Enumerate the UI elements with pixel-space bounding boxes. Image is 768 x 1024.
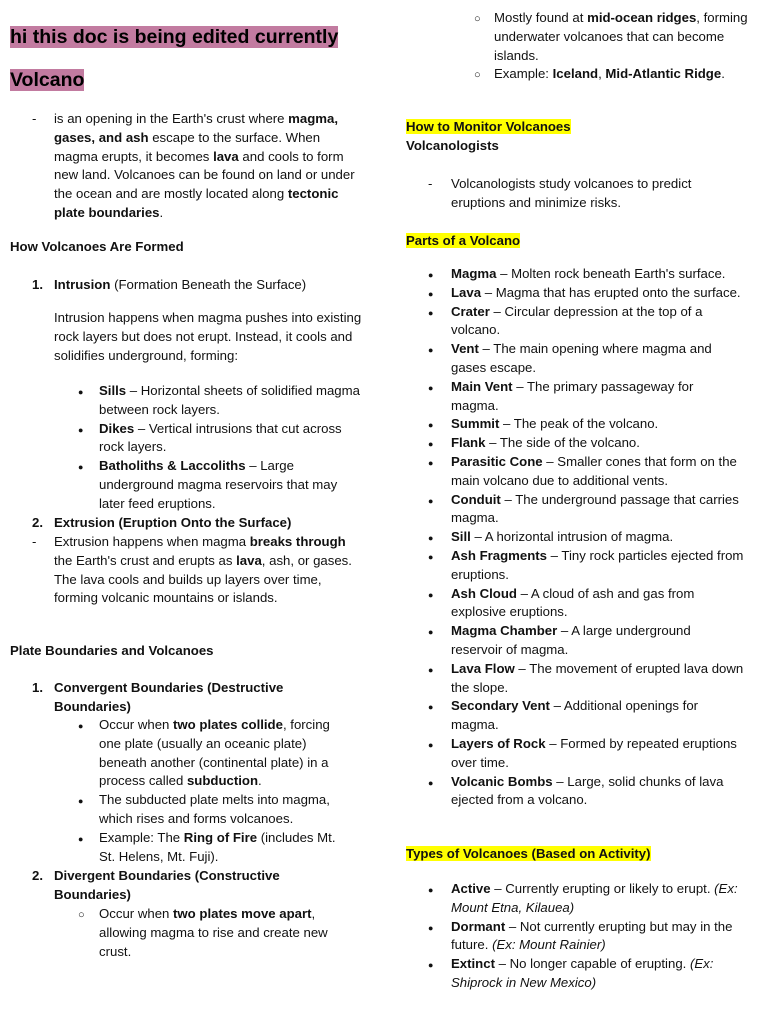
list-item: ● Crater – Circular depression at the top of a volcano. [428, 303, 763, 341]
doc-title: Volcano [10, 69, 85, 91]
intrusion-paragraph: Intrusion happens when magma pushes into existing rock layers but does not erupt. Instead, it cools and solidifies underground, forming: [54, 310, 362, 363]
list-item: ● Sills – Horizontal sheets of solidified magma between rock layers. [78, 382, 360, 420]
list-item: ○ Occur when two plates move apart, allowing magma to rise and create new crust. [78, 905, 350, 961]
bullet-marker [78, 791, 83, 811]
list-item: ○ Mostly found at mid-ocean ridges, forming underwater volcanoes that can become islands. [474, 9, 764, 65]
monitor-item: - Volcanologists study volcanoes to predict eruptions and minimize risks. [428, 176, 692, 210]
bullet-marker [428, 955, 433, 975]
types-heading: Types of Volcanoes (Based on Activity) [406, 846, 651, 861]
bullet-marker [428, 622, 433, 642]
extrusion-item: 2. Extrusion (Eruption Onto the Surface) [32, 515, 292, 530]
extrusion-text-item: - Extrusion happens when magma breaks through the Earth's crust and erupts as lava, ash, or gases. The lava cools and builds up layers over time, forming volcanic mountains or islands. [32, 534, 352, 606]
divergent-item: 2. Divergent Boundaries (Constructive Boundaries) [32, 868, 280, 902]
bullet-marker [428, 660, 433, 680]
list-item: ● Layers of Rock – Formed by repeated eruptions over time. [428, 735, 763, 773]
bullet-marker [428, 547, 433, 567]
list-item: ● Summit – The peak of the volcano. [428, 415, 763, 434]
list-item: ● Volcanic Bombs – Large, solid chunks of lava ejected from a volcano. [428, 773, 763, 811]
bullet-marker [428, 378, 433, 398]
list-item: ● Batholiths & Laccoliths – Large underground magma reservoirs that may later feed eruptions. [78, 457, 360, 513]
divergent-list-b [474, 9, 764, 84]
intrusion-item: 1. Intrusion (Formation Beneath the Surface) [32, 277, 307, 292]
types-list [428, 880, 763, 993]
list-item: ● Lava Flow – The movement of erupted lava down the slope. [428, 660, 763, 698]
bullet-marker [428, 453, 433, 473]
list-item: ● The subducted plate melts into magma, which rises and forms volcanoes. [78, 791, 350, 829]
bullet-marker [428, 284, 433, 304]
list-item: ● Magma – Molten rock beneath Earth's surface. [428, 265, 763, 284]
convergent-list [78, 716, 350, 866]
divergent-list-a [78, 905, 350, 961]
list-item: ● Magma Chamber – A large underground reservoir of magma. [428, 622, 763, 660]
list-item: ● Occur when two plates collide, forcing one plate (usually an oceanic plate) beneath another (continental plate) in a process called subduction. [78, 716, 350, 791]
list-item: ● Dormant – Not currently erupting but may in the future. (Ex: Mount Rainier) [428, 918, 763, 956]
dash-marker: - [32, 111, 37, 126]
bullet-marker [78, 716, 83, 736]
list-item: ● Secondary Vent – Additional openings for magma. [428, 697, 763, 735]
list-item: ● Ash Cloud – A cloud of ash and gas from explosive eruptions. [428, 585, 763, 623]
intrusion-types-list [78, 382, 360, 514]
bullet-marker [428, 918, 433, 938]
dash-marker: - [32, 534, 37, 549]
dash-marker: - [428, 176, 433, 191]
list-item: ● Example: The Ring of Fire (includes Mt. St. Helens, Mt. Fuji). [78, 829, 350, 867]
plates-heading: Plate Boundaries and Volcanoes [10, 643, 214, 658]
bullet-marker [428, 585, 433, 605]
list-item: ● Main Vent – The primary passageway for magma. [428, 378, 763, 416]
monitor-heading: How to Monitor Volcanoes [406, 119, 571, 134]
list-item: ● Extinct – No longer capable of erupting. (Ex: Shiprock in New Mexico) [428, 955, 763, 993]
bullet-marker [428, 415, 433, 435]
list-item: ● Lava – Magma that has erupted onto the surface. [428, 284, 763, 303]
list-item: ● Ash Fragments – Tiny rock particles ejected from eruptions. [428, 547, 763, 585]
bullet-marker [428, 773, 433, 793]
intro-text: is an opening in the Earth's crust where magma, gases, and ash escape to the surface. When magma erupts, it becomes lava and cools to form new land. Volcanoes can be found on land or under the ocean and are mostly located along tectonic plate boundaries. [54, 111, 355, 220]
bullet-marker [78, 457, 83, 477]
convergent-item: 1. Convergent Boundaries (Destructive Boundaries) [32, 680, 284, 714]
bullet-marker [78, 420, 83, 440]
list-item: ● Flank – The side of the volcano. [428, 434, 763, 453]
bullet-marker [428, 340, 433, 360]
intro-item [32, 110, 362, 223]
list-item: ● Vent – The main opening where magma and gases escape. [428, 340, 763, 378]
bullet-marker [428, 697, 433, 717]
bullet-marker [78, 829, 83, 849]
bullet-marker [428, 880, 433, 900]
bullet-marker [428, 434, 433, 454]
bullet-marker [78, 382, 83, 402]
list-item: ● Active – Currently erupting or likely to erupt. (Ex: Mount Etna, Kilauea) [428, 880, 763, 918]
list-item: ● Sill – A horizontal intrusion of magma. [428, 528, 763, 547]
bullet-marker [428, 735, 433, 755]
bullet-marker [428, 303, 433, 323]
list-item: ● Dikes – Vertical intrusions that cut across rock layers. [78, 420, 360, 458]
monitor-subheading: Volcanologists [406, 138, 499, 153]
circle-marker [474, 9, 481, 29]
circle-marker [78, 905, 85, 925]
bullet-marker [428, 491, 433, 511]
formed-heading: How Volcanoes Are Formed [10, 239, 184, 254]
list-item: ○ Example: Iceland, Mid-Atlantic Ridge. [474, 65, 764, 84]
bullet-marker [428, 528, 433, 548]
list-item: ● Parasitic Cone – Smaller cones that form on the main volcano due to additional vents. [428, 453, 763, 491]
parts-heading: Parts of a Volcano [406, 233, 521, 248]
circle-marker [474, 65, 481, 85]
list-item: ● Conduit – The underground passage that carries magma. [428, 491, 763, 529]
bullet-marker [428, 265, 433, 285]
parts-list [428, 265, 763, 810]
edit-banner: hi this doc is being edited currently [10, 26, 339, 48]
